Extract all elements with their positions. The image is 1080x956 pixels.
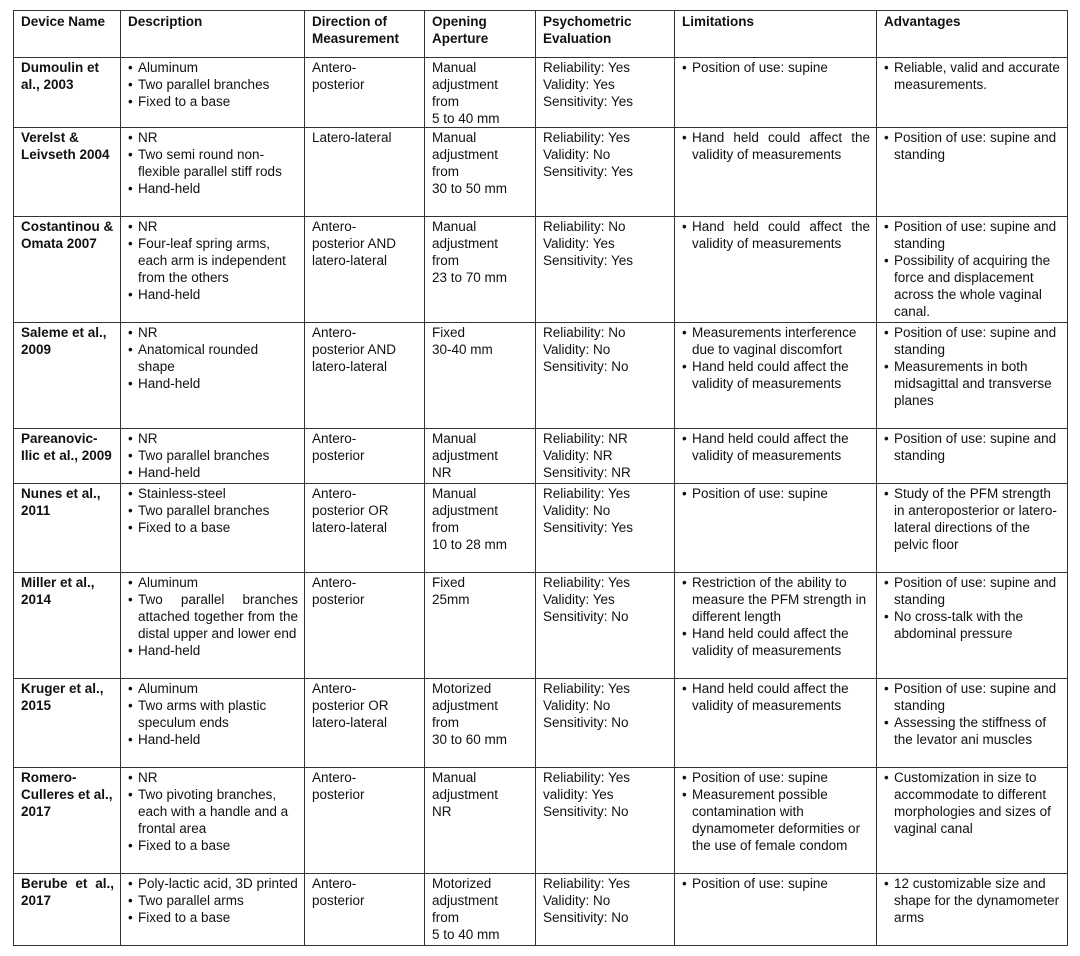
description-item: • Two parallel branches attached together from the distal upper and lower end [128,591,298,642]
description-list [128,485,298,536]
limitation-item: • Position of use: supine [682,769,870,786]
description-item: • Two pivoting branches, each with a handle and a frontal area [128,786,298,837]
aperture-line: from [432,715,459,730]
description-item: • NR [128,218,298,235]
psychometric-line: Reliability: Yes [543,486,631,501]
aperture-line: 23 to 70 mm [432,270,508,285]
aperture-line: adjustment [432,503,499,518]
psychometric-line: Sensitivity: No [543,609,629,624]
description-cell [121,323,305,429]
aperture-cell [425,484,536,573]
aperture-line: Motorized [432,876,492,891]
limitation-item: • Measurements interference due to vaginal discomfort [682,324,870,358]
header-limitations: Limitations [675,11,877,58]
table-row [14,573,1068,679]
aperture-line: 30-40 mm [432,342,493,357]
description-item: • NR [128,769,298,786]
table-row [14,217,1068,323]
aperture-cell [425,58,536,128]
advantage-item: • Study of the PFM strength in anteroposterior or latero-lateral directions of the pelvic floor [884,485,1061,553]
description-list [128,324,298,392]
aperture-line: adjustment [432,448,499,463]
description-item: • Hand-held [128,731,298,748]
device-name-cell: Nunes et al., 2011 [14,484,121,573]
description-item: • Anatomical rounded shape [128,341,298,375]
table-row [14,429,1068,484]
direction-line: Antero- [312,486,357,501]
direction-line: Antero- [312,60,357,75]
advantage-list [884,680,1061,748]
description-cell [121,429,305,484]
direction-line: posterior [312,77,365,92]
header-device-name: Device Name [14,11,121,58]
description-item: • Hand-held [128,464,298,481]
advantage-item: • Reliable, valid and accurate measurements. [884,59,1061,93]
limitation-list [682,680,870,714]
psychometric-line: Sensitivity: No [543,359,629,374]
description-item: • Poly-lactic acid, 3D printed [128,875,298,892]
advantage-item: • No cross-talk with the abdominal pressure [884,608,1061,642]
direction-line: latero-lateral [312,253,388,268]
advantage-list [884,769,1061,837]
advantage-item: • Position of use: supine and standing [884,218,1061,252]
limitation-item: • Hand held could affect the validity of measurements [682,218,870,252]
direction-cell [305,768,425,874]
advantage-list [884,324,1061,409]
direction-line: Latero-lateral [312,130,392,145]
psychometric-line: Validity: Yes [543,77,615,92]
header-psychometric: Psychometric Evaluation [536,11,675,58]
limitation-item: • Position of use: supine [682,485,870,502]
advantages-cell [877,429,1068,484]
description-list [128,574,298,659]
direction-line: Antero- [312,219,357,234]
direction-line: Antero- [312,575,357,590]
aperture-cell [425,768,536,874]
table-row [14,323,1068,429]
psychometric-cell [536,323,675,429]
aperture-line: Fixed [432,325,466,340]
aperture-line: 5 to 40 mm [432,927,500,942]
limitation-list [682,59,870,76]
description-cell [121,679,305,768]
description-item: • NR [128,129,298,146]
limitations-cell [675,429,877,484]
description-cell [121,573,305,679]
table-row [14,679,1068,768]
aperture-line: Motorized [432,681,492,696]
device-name-cell: Berube et al., 2017 [14,874,121,946]
direction-cell [305,429,425,484]
advantage-item: • Assessing the stiffness of the levator ani muscles [884,714,1061,748]
device-name-cell: Miller et al., 2014 [14,573,121,679]
advantage-list [884,485,1061,553]
table-row [14,128,1068,217]
description-item: • Aluminum [128,574,298,591]
advantage-item: • Position of use: supine and standing [884,430,1061,464]
aperture-line: 30 to 50 mm [432,181,508,196]
advantage-list [884,59,1061,93]
advantage-list [884,129,1061,163]
psychometric-line: Reliability: Yes [543,770,631,785]
device-name-cell: Romero-Culleres et al., 2017 [14,768,121,874]
description-cell [121,874,305,946]
psychometric-line: Validity: No [543,147,611,162]
limitation-item: • Position of use: supine [682,875,870,892]
limitation-item: • Measurement possible contamination with dynamometer deformities or the use of female condom [682,786,870,854]
direction-cell [305,58,425,128]
device-name-cell: Dumoulin et al., 2003 [14,58,121,128]
aperture-line: NR [432,804,452,819]
description-list [128,769,298,854]
psychometric-line: Sensitivity: No [543,715,629,730]
advantages-cell [877,768,1068,874]
psychometric-line: Sensitivity: Yes [543,94,634,109]
device-comparison-table [13,10,1068,946]
device-name-cell: Costantinou & Omata 2007 [14,217,121,323]
direction-cell [305,217,425,323]
aperture-line: adjustment [432,147,499,162]
table-body [14,58,1068,946]
limitation-list [682,574,870,659]
direction-line: posterior [312,592,365,607]
limitation-list [682,324,870,392]
psychometric-line: validity: Yes [543,787,614,802]
direction-line: posterior OR [312,698,389,713]
description-cell [121,128,305,217]
advantage-list [884,875,1061,926]
advantage-item: • Possibility of acquiring the force and displacement across the whole vaginal canal. [884,252,1061,320]
direction-line: posterior [312,448,365,463]
description-item: • Fixed to a base [128,909,298,926]
aperture-line: Manual [432,60,477,75]
description-cell [121,484,305,573]
aperture-line: adjustment [432,698,499,713]
aperture-line: Manual [432,130,477,145]
advantages-cell [877,58,1068,128]
table-row [14,484,1068,573]
advantage-item: • Position of use: supine and standing [884,324,1061,358]
advantages-cell [877,679,1068,768]
aperture-line: adjustment [432,236,499,251]
aperture-line: NR [432,465,452,480]
advantage-item: • Customization in size to accommodate to different morphologies and sizes of vaginal canal [884,769,1061,837]
advantages-cell [877,573,1068,679]
limitation-item: • Hand held could affect the validity of measurements [682,430,870,464]
aperture-line: Fixed [432,575,466,590]
table-row [14,58,1068,128]
header-row [14,11,1068,58]
limitations-cell [675,573,877,679]
direction-line: latero-lateral [312,520,388,535]
psychometric-cell [536,573,675,679]
aperture-cell [425,128,536,217]
aperture-line: adjustment [432,787,499,802]
aperture-line: 25mm [432,592,470,607]
limitations-cell [675,768,877,874]
aperture-line: from [432,253,459,268]
psychometric-cell [536,429,675,484]
limitations-cell [675,484,877,573]
limitations-cell [675,217,877,323]
description-item: • NR [128,430,298,447]
aperture-line: from [432,94,459,109]
limitations-cell [675,323,877,429]
advantage-item: • Position of use: supine and standing [884,129,1061,163]
direction-line: Antero- [312,431,357,446]
psychometric-line: Reliability: NR [543,431,628,446]
aperture-line: Manual [432,219,477,234]
psychometric-line: Validity: No [543,893,611,908]
psychometric-line: Validity: No [543,342,611,357]
aperture-cell [425,217,536,323]
limitation-item: • Hand held could affect the validity of measurements [682,625,870,659]
description-item: • Fixed to a base [128,519,298,536]
limitation-list [682,875,870,892]
direction-line: posterior [312,787,365,802]
direction-line: posterior AND [312,236,397,251]
aperture-line: Manual [432,486,477,501]
psychometric-line: Validity: No [543,698,611,713]
direction-cell [305,484,425,573]
psychometric-line: Sensitivity: Yes [543,164,634,179]
direction-line: Antero- [312,681,357,696]
header-aperture: Opening Aperture [425,11,536,58]
advantage-list [884,430,1061,464]
psychometric-cell [536,768,675,874]
device-name-cell: Pareanovic-Ilic et al., 2009 [14,429,121,484]
advantages-cell [877,874,1068,946]
limitation-item: • Hand held could affect the validity of measurements [682,129,870,163]
direction-line: Antero- [312,876,357,891]
psychometric-line: Validity: No [543,503,611,518]
limitation-list [682,129,870,163]
description-cell [121,768,305,874]
advantage-item: • 12 customizable size and shape for the dynamometer arms [884,875,1061,926]
aperture-line: 5 to 40 mm [432,111,500,126]
description-cell [121,217,305,323]
direction-line: posterior [312,893,365,908]
description-item: • Fixed to a base [128,93,298,110]
psychometric-cell [536,679,675,768]
psychometric-cell [536,128,675,217]
description-item: • Stainless-steel [128,485,298,502]
limitations-cell [675,679,877,768]
description-item: • Four-leaf spring arms, each arm is independent from the others [128,235,298,286]
description-item: • Two semi round non-flexible parallel stiff rods [128,146,298,180]
advantage-item: • Position of use: supine and standing [884,680,1061,714]
direction-cell [305,128,425,217]
advantages-cell [877,217,1068,323]
description-item: • Two parallel arms [128,892,298,909]
direction-line: posterior AND [312,342,397,357]
aperture-cell [425,874,536,946]
direction-line: Antero- [312,770,357,785]
psychometric-line: Reliability: Yes [543,575,631,590]
psychometric-line: Reliability: Yes [543,130,631,145]
psychometric-line: Validity: Yes [543,592,615,607]
psychometric-line: Sensitivity: No [543,910,629,925]
device-name-cell: Kruger et al., 2015 [14,679,121,768]
psychometric-cell [536,217,675,323]
psychometric-line: Validity: NR [543,448,613,463]
psychometric-cell [536,484,675,573]
limitation-list [682,218,870,252]
description-list [128,680,298,748]
description-item: • Aluminum [128,680,298,697]
description-item: • Two parallel branches [128,76,298,93]
table-row [14,874,1068,946]
table-row [14,768,1068,874]
limitations-cell [675,128,877,217]
description-item: • NR [128,324,298,341]
description-item: • Hand-held [128,180,298,197]
psychometric-line: Sensitivity: Yes [543,253,634,268]
advantages-cell [877,128,1068,217]
device-name-cell: Saleme et al., 2009 [14,323,121,429]
advantages-cell [877,484,1068,573]
device-name-cell: Verelst & Leivseth 2004 [14,128,121,217]
limitation-item: • Position of use: supine [682,59,870,76]
limitation-item: • Hand held could affect the validity of measurements [682,680,870,714]
description-item: • Two parallel branches [128,502,298,519]
psychometric-line: Reliability: No [543,325,626,340]
aperture-line: from [432,910,459,925]
aperture-line: from [432,520,459,535]
aperture-cell [425,573,536,679]
description-item: • Two parallel branches [128,447,298,464]
description-item: • Hand-held [128,642,298,659]
direction-line: latero-lateral [312,715,388,730]
advantage-item: • Measurements in both midsagittal and transverse planes [884,358,1061,409]
description-list [128,430,298,481]
aperture-line: from [432,164,459,179]
direction-cell [305,323,425,429]
aperture-line: adjustment [432,77,499,92]
description-item: • Two arms with plastic speculum ends [128,697,298,731]
limitation-list [682,430,870,464]
aperture-line: Manual [432,431,477,446]
direction-cell [305,874,425,946]
psychometric-cell [536,58,675,128]
direction-cell [305,679,425,768]
description-list [128,875,298,926]
direction-line: Antero- [312,325,357,340]
advantages-cell [877,323,1068,429]
description-list [128,59,298,110]
description-list [128,129,298,197]
advantage-list [884,574,1061,642]
description-item: • Hand-held [128,375,298,392]
description-item: • Hand-held [128,286,298,303]
direction-line: posterior OR [312,503,389,518]
limitation-item: • Hand held could affect the validity of measurements [682,358,870,392]
aperture-line: adjustment [432,893,499,908]
psychometric-line: Validity: Yes [543,236,615,251]
direction-cell [305,573,425,679]
description-item: • Aluminum [128,59,298,76]
psychometric-cell [536,874,675,946]
advantage-item: • Position of use: supine and standing [884,574,1061,608]
advantage-list [884,218,1061,320]
limitation-item: • Restriction of the ability to measure the PFM strength in different length [682,574,870,625]
description-list [128,218,298,303]
aperture-cell [425,323,536,429]
psychometric-line: Reliability: Yes [543,60,631,75]
aperture-cell [425,429,536,484]
psychometric-line: Reliability: Yes [543,876,631,891]
description-item: • Fixed to a base [128,837,298,854]
psychometric-line: Sensitivity: Yes [543,520,634,535]
header-direction: Direction of Measurement [305,11,425,58]
limitation-list [682,769,870,854]
psychometric-line: Sensitivity: NR [543,465,631,480]
psychometric-line: Reliability: No [543,219,626,234]
aperture-cell [425,679,536,768]
description-cell [121,58,305,128]
aperture-line: Manual [432,770,477,785]
limitations-cell [675,58,877,128]
psychometric-line: Reliability: Yes [543,681,631,696]
aperture-line: 10 to 28 mm [432,537,508,552]
limitation-list [682,485,870,502]
header-advantages: Advantages [877,11,1068,58]
direction-line: latero-lateral [312,359,388,374]
psychometric-line: Sensitivity: No [543,804,629,819]
aperture-line: 30 to 60 mm [432,732,508,747]
header-description: Description [121,11,305,58]
limitations-cell [675,874,877,946]
